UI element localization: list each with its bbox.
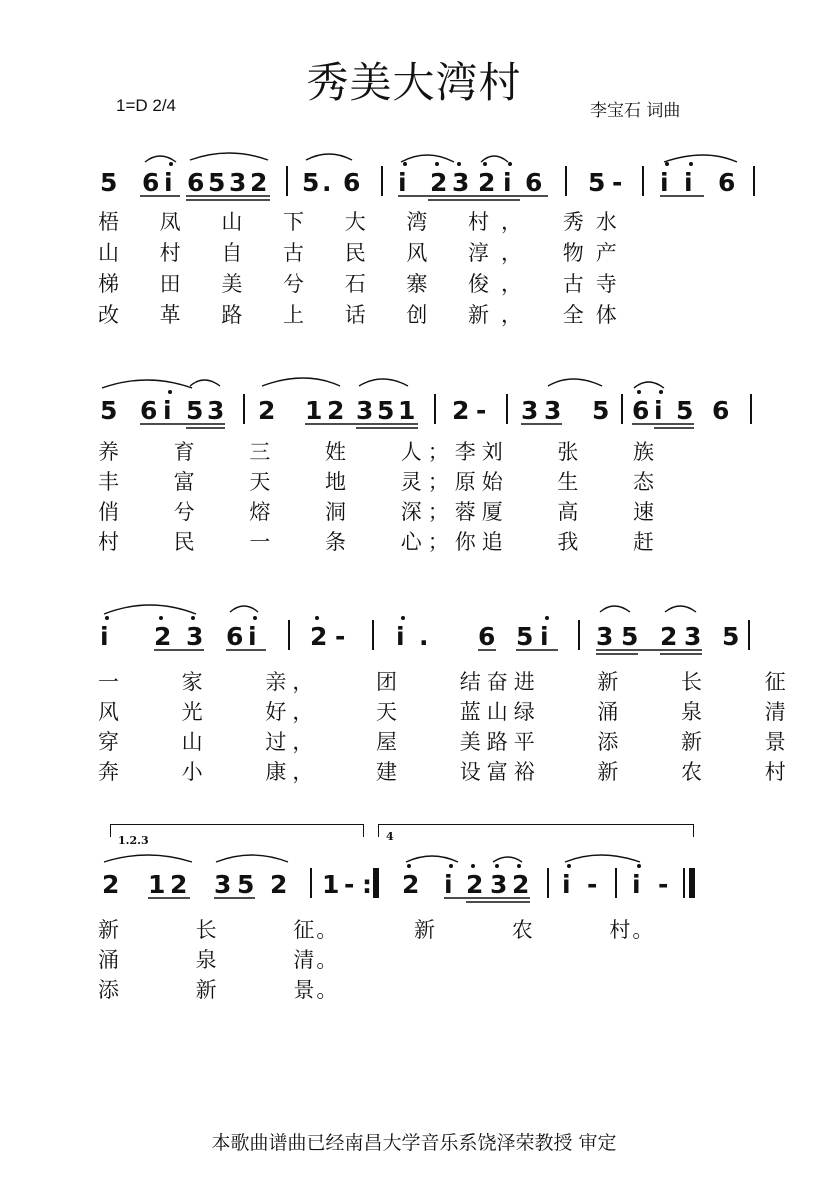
slur	[190, 380, 220, 386]
dash: -	[344, 870, 355, 899]
note: 5	[592, 396, 610, 425]
dot: .	[322, 168, 332, 197]
note: 5	[516, 622, 534, 651]
note: 5	[377, 396, 395, 425]
note: 2	[478, 168, 496, 197]
note: 2	[250, 168, 268, 197]
note: 6	[142, 168, 160, 197]
slur	[145, 156, 176, 162]
note: 1	[322, 870, 340, 899]
note: 6	[718, 168, 736, 197]
lyric-verse: 一 家 亲， 团 结奋进 新 长 征	[98, 670, 792, 694]
note: 5	[100, 396, 118, 425]
note: 2	[310, 622, 328, 651]
slur	[600, 606, 630, 612]
lyric-verse: 添 新 景。	[98, 978, 340, 1002]
note: 6	[187, 168, 205, 197]
slur	[481, 156, 508, 162]
slur	[664, 155, 737, 162]
song-title: 秀美大湾村	[306, 58, 522, 107]
dot: .	[419, 622, 429, 651]
note: 3	[596, 622, 614, 651]
slur	[548, 379, 602, 386]
note: 2	[102, 870, 120, 899]
note: 3	[544, 396, 562, 425]
note: 2	[258, 396, 276, 425]
note: 6	[343, 168, 361, 197]
lyric-verse: 风 光 好， 天 蓝山绿 涌 泉 清	[98, 700, 792, 724]
note: 1	[148, 870, 166, 899]
note: i	[248, 622, 257, 651]
lyric-verse: 穿 山 过， 屋 美路平 添 新 景	[98, 730, 792, 754]
lyric-verse: 村 民 一 条 心；你追 我 赶	[98, 530, 661, 554]
note: 1	[398, 396, 416, 425]
lyric-verse: 俏 兮 熔 洞 深；蓉厦 高 速	[98, 500, 661, 524]
slur	[401, 155, 454, 162]
note: 2	[512, 870, 530, 899]
note: 2	[402, 870, 420, 899]
lyric-verse: 奔 小 康， 建 设富裕 新 农 村	[98, 760, 792, 784]
note: 5	[302, 168, 320, 197]
note: i	[503, 168, 512, 197]
slur	[104, 855, 192, 862]
dash: -	[658, 870, 669, 899]
note: i	[540, 622, 549, 651]
slur	[230, 606, 258, 612]
lyric-verse: 山 村 自 古 民 风 淳， 物产	[98, 241, 629, 265]
note: i	[562, 870, 571, 899]
repeat-sign: :	[362, 870, 372, 899]
note: 6	[712, 396, 730, 425]
note: 3	[207, 396, 225, 425]
key-signature: 1=D 2/4	[116, 96, 177, 115]
note: 2	[327, 396, 345, 425]
slur	[102, 380, 192, 388]
note: 3	[452, 168, 470, 197]
note: 6	[478, 622, 496, 651]
note: 6	[140, 396, 158, 425]
slur	[359, 379, 408, 386]
note: 2	[452, 396, 470, 425]
dash: -	[587, 870, 598, 899]
note: 3	[214, 870, 232, 899]
note: 3	[186, 622, 204, 651]
note: 2	[660, 622, 678, 651]
note: 5	[621, 622, 639, 651]
note: 5	[722, 622, 740, 651]
note: 1	[305, 396, 323, 425]
slur	[406, 856, 458, 862]
slur	[190, 153, 268, 160]
note: 2	[170, 870, 188, 899]
note: 2	[430, 168, 448, 197]
note: 5	[676, 396, 694, 425]
slur	[565, 855, 640, 862]
note: 6	[226, 622, 244, 651]
note: i	[163, 396, 172, 425]
note: i	[444, 870, 453, 899]
slur	[665, 606, 696, 612]
note: 6	[525, 168, 543, 197]
note: i	[100, 622, 109, 651]
note: 5	[237, 870, 255, 899]
author-credit: 李宝石 词曲	[590, 101, 681, 121]
dash: -	[612, 168, 623, 197]
slur	[216, 855, 288, 862]
note: i	[660, 168, 669, 197]
lyric-verse: 梧 凤 山 下 大 湾 村， 秀水	[98, 210, 629, 234]
lyric-verse: 改 革 路 上 话 创 新， 全体	[98, 303, 629, 327]
footer-note: 本歌曲谱曲已经南昌大学音乐系饶泽荣教授 审定	[211, 1132, 617, 1154]
lyric-verse: 涌 泉 清。	[98, 948, 340, 972]
note: 3	[490, 870, 508, 899]
lyric-verse: 丰 富 天 地 灵；原始 生 态	[98, 470, 661, 494]
slur	[262, 378, 340, 386]
lyric-verse: 新 长 征。 新 农 村。	[98, 918, 656, 942]
note: 2	[466, 870, 484, 899]
lyric-verse: 养 育 三 姓 人；李刘 张 族	[98, 440, 661, 464]
note: i	[396, 622, 405, 651]
slur	[634, 382, 664, 388]
note: 3	[356, 396, 374, 425]
slur	[104, 605, 196, 614]
note: 5	[588, 168, 606, 197]
note: 3	[684, 622, 702, 651]
note: 2	[270, 870, 288, 899]
slur	[493, 857, 522, 862]
dash: -	[335, 622, 346, 651]
dash: -	[476, 396, 487, 425]
note: 5	[186, 396, 204, 425]
lyric-verse: 梯 田 美 兮 石 寨 俊， 古寺	[98, 272, 629, 296]
note: i	[398, 168, 407, 197]
note: 3	[229, 168, 247, 197]
note: i	[684, 168, 693, 197]
note: 6	[632, 396, 650, 425]
volta-label-1: 1.2.3	[118, 834, 149, 847]
note: 3	[521, 396, 539, 425]
volta-label-2: 4	[386, 830, 394, 843]
note: 2	[154, 622, 172, 651]
note: i	[164, 168, 173, 197]
note: i	[632, 870, 641, 899]
note: 5	[100, 168, 118, 197]
note: i	[654, 396, 663, 425]
note: 5	[208, 168, 226, 197]
slur	[306, 154, 352, 160]
